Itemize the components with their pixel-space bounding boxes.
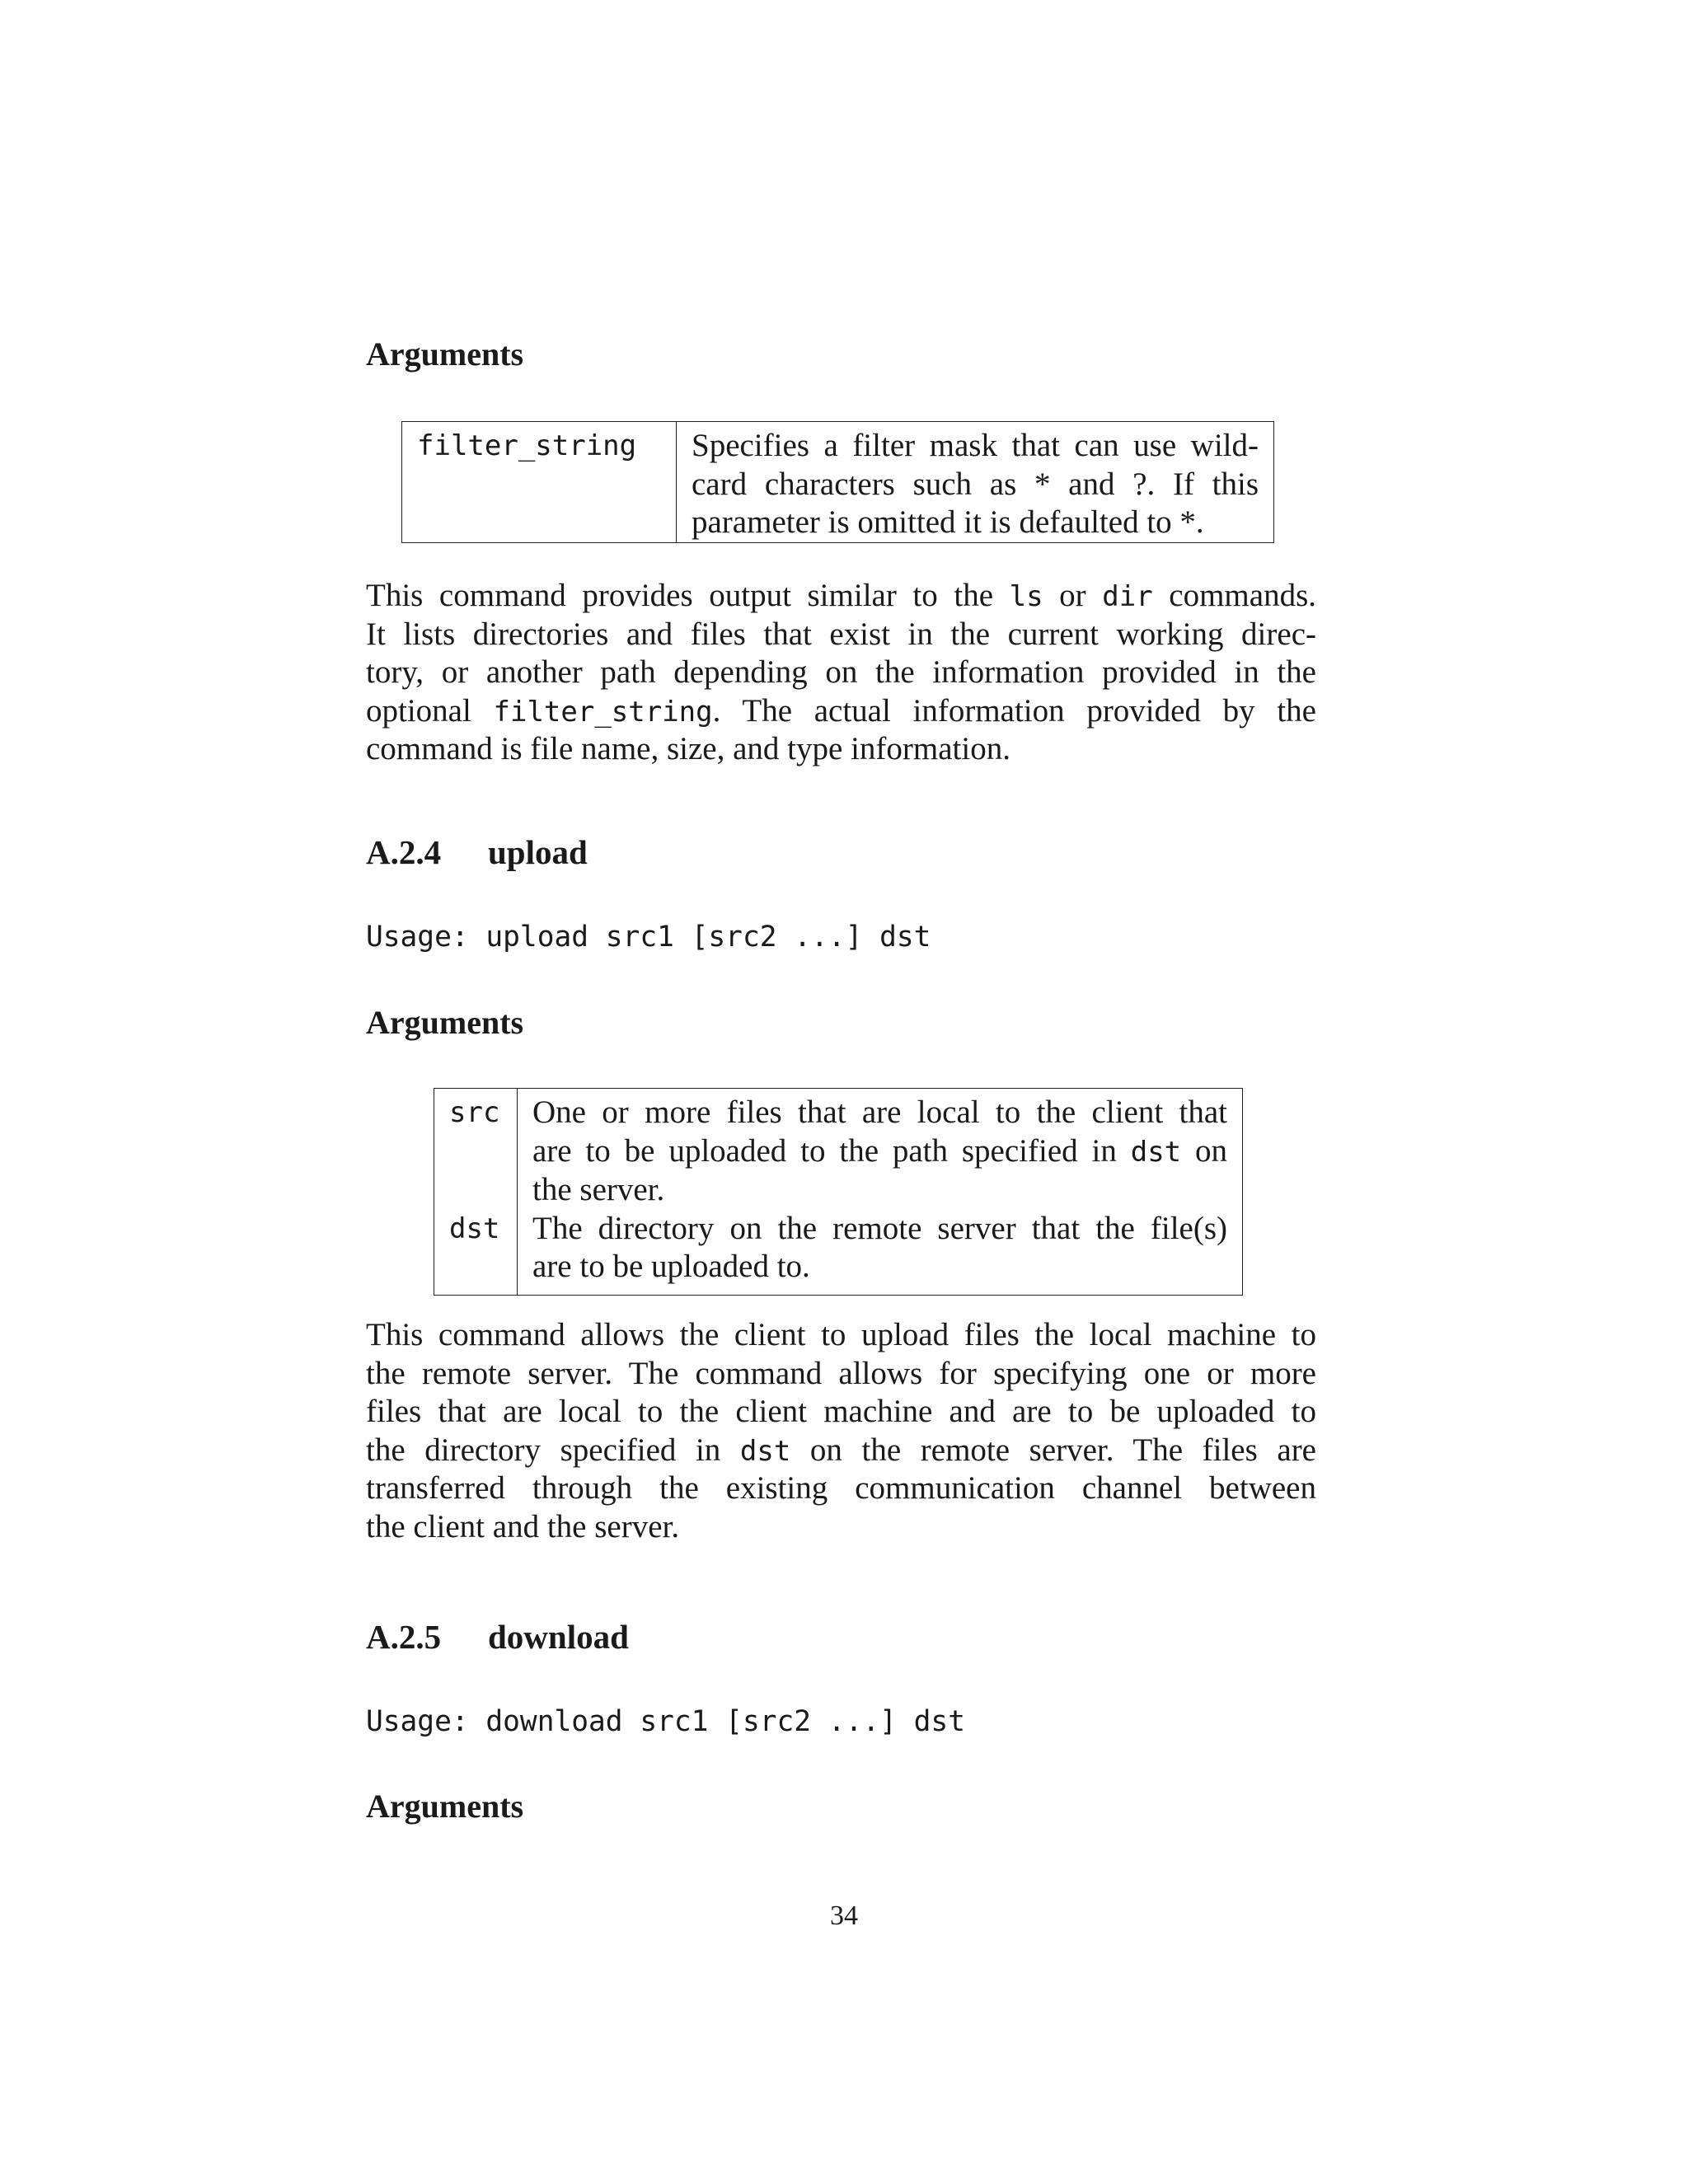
arguments-table-upload <box>434 1088 1243 1296</box>
description-line: Specifies a filter mask that can use wild- <box>692 428 1259 463</box>
section-title: upload <box>488 833 588 871</box>
description-paragraph <box>366 577 1316 769</box>
argument-term: filter_string <box>417 429 637 462</box>
section-title: download <box>488 1618 629 1656</box>
inline-code: filter_string <box>493 695 713 729</box>
argument-term-cell <box>434 1089 518 1210</box>
section-heading-upload <box>366 832 588 872</box>
text: are to be uploaded to the path specified in <box>532 1132 1131 1169</box>
description-line: are to be uploaded to. <box>532 1249 810 1285</box>
description-line: the server. <box>532 1172 665 1208</box>
argument-description-cell <box>518 1089 1243 1210</box>
argument-term: src <box>449 1096 500 1129</box>
arguments-heading: Arguments <box>366 1788 524 1825</box>
text-line: command is file name, size, and type information. <box>366 731 1010 767</box>
inline-code: dst <box>739 1434 791 1468</box>
table-row <box>434 1210 1243 1296</box>
argument-term-cell <box>402 422 677 543</box>
description-line: The directory on the remote server that the file(s) <box>532 1210 1227 1246</box>
text-line: files that are local to the client machine and are to be uploaded to <box>366 1394 1316 1430</box>
description-paragraph <box>366 1316 1316 1547</box>
text: on the remote server. The files are <box>790 1432 1316 1468</box>
inline-code: ls <box>1009 580 1043 613</box>
text-line: It lists directories and files that exist in the current working direc- <box>366 616 1316 652</box>
inline-code: dir <box>1102 580 1153 613</box>
text-line: transferred through the existing communication channel between <box>366 1470 1316 1507</box>
text: the directory specified in <box>366 1432 740 1468</box>
text-line: tory, or another path depending on the information provided in the <box>366 654 1316 691</box>
text: on <box>1181 1132 1228 1169</box>
arguments-heading: Arguments <box>366 1004 524 1041</box>
argument-term: dst <box>449 1212 500 1245</box>
arguments-table-filter <box>401 421 1274 543</box>
usage-line-upload: Usage: upload src1 [src2 ...] dst <box>366 921 931 954</box>
description-line: One or more files that are local to the client that <box>532 1094 1227 1130</box>
inline-code: dst <box>1130 1135 1182 1169</box>
argument-description-cell <box>677 422 1274 543</box>
text: . The actual information provided by the <box>712 692 1316 729</box>
section-heading-download <box>366 1617 629 1657</box>
text-line: the client and the server. <box>366 1508 680 1544</box>
description-line: parameter is omitted it is defaulted to *. <box>692 504 1204 541</box>
description-line: card characters such as * and ?. If this <box>692 466 1259 502</box>
section-number: A.2.5 <box>366 1618 442 1656</box>
text: optional <box>366 692 494 729</box>
argument-description-cell <box>518 1210 1243 1296</box>
section-number: A.2.4 <box>366 833 442 871</box>
text: This command provides output similar to the <box>366 578 1010 613</box>
text: commands. <box>1152 578 1316 613</box>
table-row <box>402 422 1274 543</box>
arguments-heading: Arguments <box>366 335 524 373</box>
usage-line-download: Usage: download src1 [src2 ...] dst <box>366 1705 965 1738</box>
argument-term-cell <box>434 1210 518 1296</box>
text: or <box>1043 578 1103 613</box>
text-line: This command allows the client to upload files the local machine to <box>366 1317 1316 1352</box>
page-number: 34 <box>830 1900 858 1931</box>
text-line: the remote server. The command allows for specifying one or more <box>366 1355 1316 1391</box>
table-row <box>434 1089 1243 1210</box>
